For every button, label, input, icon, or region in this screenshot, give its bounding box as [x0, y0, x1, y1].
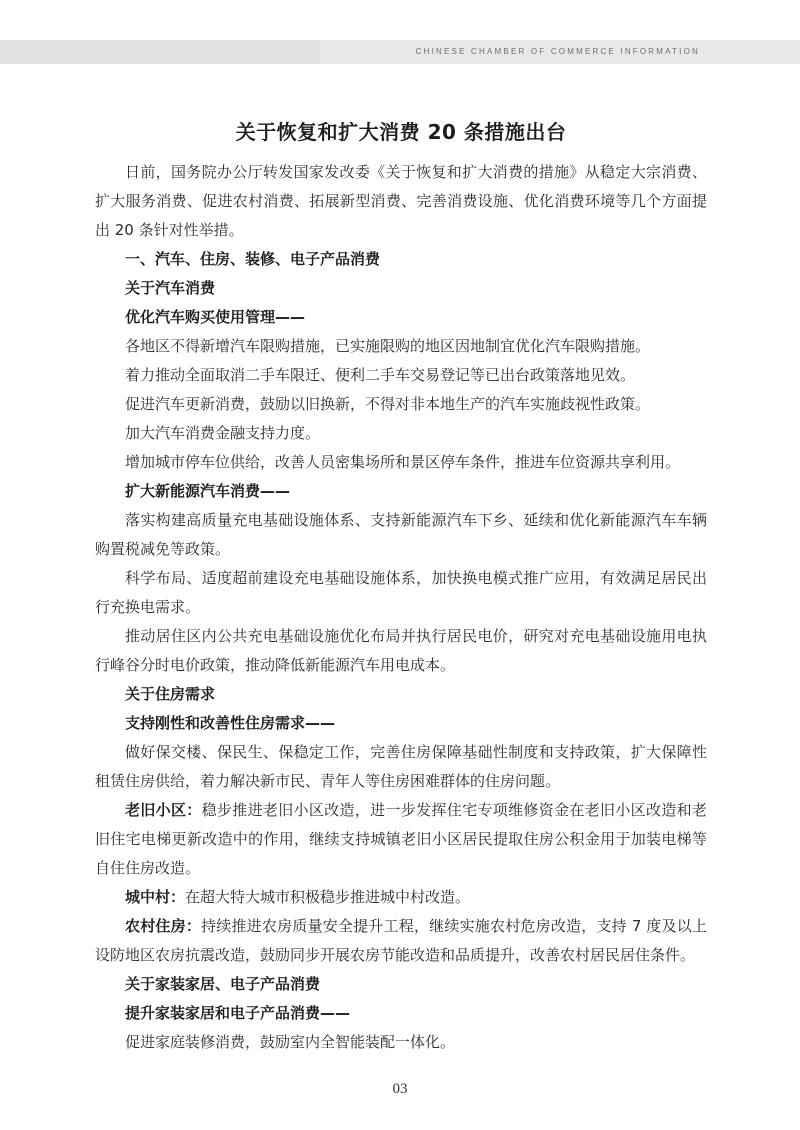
- subsection-heading: 关于汽车消费: [125, 279, 216, 297]
- section-heading: 一、汽车、住房、装修、电子产品消费: [125, 250, 381, 268]
- paragraph: 做好保交楼、保民生、保稳定工作，完善住房保障基础性制度和支持政策，扩大保障性租赁住房供给，着力解决新市民、青年人等住房困难群体的住房问题。: [95, 743, 707, 790]
- header-band: [0, 40, 800, 64]
- paragraph-urban-villages: [95, 883, 707, 912]
- paragraph: 各地区不得新增汽车限购措施，已实施限购的地区因地制宜优化汽车限购措施。: [125, 337, 651, 355]
- paragraph: 加大汽车消费金融支持力度。: [125, 424, 321, 442]
- paragraph: 促进家庭装修消费，鼓励室内全智能装配一体化。: [125, 1033, 456, 1051]
- paragraph: 科学布局、适度超前建设充电基础设施体系，加快换电模式推广应用，有效满足居民出行充换电需求。: [95, 569, 707, 616]
- paragraph-rural-housing: [95, 912, 707, 970]
- lead-label: 老旧小区：: [125, 801, 202, 819]
- article: [95, 118, 707, 1057]
- paragraph: 推动居住区内公共充电基础设施优化布局并执行居民电价，研究对充电基础设施用电执行峰谷分时电价政策，推动降低新能源汽车用电成本。: [95, 627, 707, 674]
- measure-heading: 支持刚性和改善性住房需求——: [125, 714, 336, 732]
- paragraph-intro: 日前，国务院办公厅转发国家发改委《关于恢复和扩大消费的措施》从稳定大宗消费、扩大服务消费、促进农村消费、拓展新型消费、完善消费设施、优化消费环境等几个方面提出 20 条针对性举措。: [95, 163, 707, 239]
- paragraph: 促进汽车更新消费，鼓励以旧换新，不得对非本地生产的汽车实施歧视性政策。: [125, 395, 651, 413]
- measure-heading: 扩大新能源汽车消费——: [125, 482, 291, 500]
- paragraph: 落实构建高质量充电基础设施体系、支持新能源汽车下乡、延续和优化新能源汽车车辆购置税减免等政策。: [95, 511, 707, 558]
- paragraph: 增加城市停车位供给，改善人员密集场所和景区停车条件，推进车位资源共享利用。: [125, 453, 681, 471]
- subsection-heading: 关于住房需求: [125, 685, 216, 703]
- paragraph-body: 持续推进农房质量安全提升工程，继续实施农村危房改造，支持 7 度及以上设防地区农房抗震改造，鼓励同步开展农房节能改造和品质提升，改善农村居民居住条件。: [95, 917, 707, 964]
- lead-label: 城中村：: [125, 888, 186, 906]
- lead-label: 农村住房：: [125, 917, 202, 935]
- paragraph-body: 稳步推进老旧小区改造，进一步发挥住宅专项维修资金在老旧小区改造和老旧住宅电梯更新改造中的作用，继续支持城镇老旧小区居民提取住房公积金用于加装电梯等自住住房改造。: [95, 801, 707, 877]
- page-number: 03: [392, 1081, 408, 1097]
- subsection-heading: 关于家装家居、电子产品消费: [125, 975, 321, 993]
- publication-name: CHINESE CHAMBER OF COMMERCE INFORMATION: [415, 47, 700, 56]
- article-title: 关于恢复和扩大消费 20 条措施出台: [235, 120, 567, 144]
- paragraph: 着力推动全面取消二手车限迁、便利二手车交易登记等已出台政策落地见效。: [125, 366, 636, 384]
- measure-heading: 优化汽车购买使用管理——: [125, 308, 306, 326]
- paragraph-body: 在超大特大城市积极稳步推进城中村改造。: [185, 888, 471, 906]
- paragraph-old-communities: [95, 796, 707, 883]
- header-band-left: [0, 40, 320, 64]
- measure-heading: 提升家装家居和电子产品消费——: [125, 1004, 351, 1022]
